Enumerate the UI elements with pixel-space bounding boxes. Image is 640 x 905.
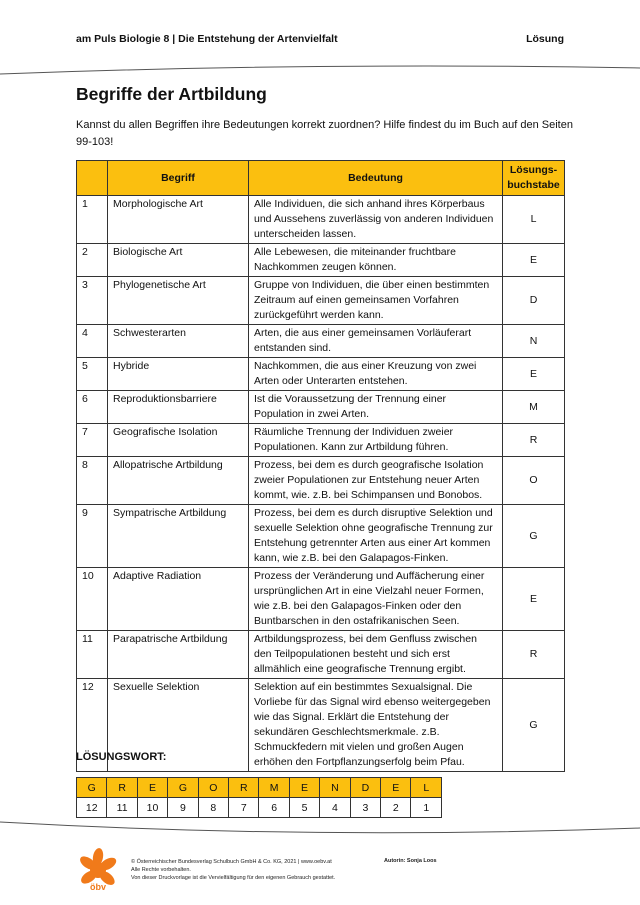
solution-letter-cell: N <box>320 778 350 798</box>
table-row <box>77 631 565 679</box>
row-term: Sympatrische Artbildung <box>108 505 249 568</box>
row-number: 4 <box>77 325 108 358</box>
row-term: Reproduktionsbarriere <box>108 391 249 424</box>
solution-number-cell: 7 <box>229 798 259 818</box>
solution-label: LÖSUNGSWORT: <box>76 751 167 763</box>
solution-letter-cell: G <box>168 778 198 798</box>
row-meaning: Prozess, bei dem es durch geografische Isolation zweier Populationen zur Entstehung neuer Arten kommt, wie. z.B. bei Schimpansen und Bonobos. <box>249 457 503 505</box>
solution-number-cell: 12 <box>77 798 107 818</box>
table-row <box>77 325 565 358</box>
row-term: Hybride <box>108 358 249 391</box>
page-title: Begriffe der Artbildung <box>76 84 267 104</box>
solution-number-cell: 1 <box>411 798 442 818</box>
footer-divider <box>0 818 640 838</box>
solution-number-cell: 11 <box>107 798 137 818</box>
header-num <box>77 161 108 196</box>
solution-letter-cell: E <box>137 778 167 798</box>
table-header-row <box>77 161 565 196</box>
row-term: Allopatrische Artbildung <box>108 457 249 505</box>
row-number: 7 <box>77 424 108 457</box>
row-meaning: Prozess der Veränderung und Auffächerung einer ursprünglichen Art in eine Vielzahl neuer Formen, wie z.B. bei den Galapagos-Finken oder den Buntbarschen in den ostafrikanischen Seen. <box>249 568 503 631</box>
row-letter: G <box>503 505 565 568</box>
row-letter: E <box>503 568 565 631</box>
row-term: Biologische Art <box>108 244 249 277</box>
table-row <box>77 457 565 505</box>
footer-rights: Alle Rechte vorbehalten. <box>131 867 191 873</box>
row-meaning: Artbildungsprozess, bei dem Genfluss zwischen den Teilpopulationen besteht und sich erst allmählich eine geografische Trennung ergibt. <box>249 631 503 679</box>
terms-table <box>76 160 565 772</box>
row-term: Schwesterarten <box>108 325 249 358</box>
footer-legal <box>131 858 335 882</box>
row-term: Geografische Isolation <box>108 424 249 457</box>
row-term: Parapatrische Artbildung <box>108 631 249 679</box>
header-divider <box>0 62 640 76</box>
header-term: Begriff <box>108 161 249 196</box>
row-number: 2 <box>77 244 108 277</box>
row-meaning: Gruppe von Individuen, die über einen bestimmten Zeitraum auf einen gemeinsamen Vorfahren zurückgeführt werden kann. <box>249 277 503 325</box>
row-letter: G <box>503 679 565 772</box>
row-term: Sexuelle Selektion <box>108 679 249 772</box>
solution-letter-cell: R <box>229 778 259 798</box>
row-number: 3 <box>77 277 108 325</box>
row-letter: L <box>503 196 565 244</box>
solution-number-cell: 5 <box>289 798 319 818</box>
row-number: 8 <box>77 457 108 505</box>
solution-word-table <box>76 777 442 818</box>
solution-number-cell: 4 <box>320 798 350 818</box>
solution-letters-row <box>77 778 442 798</box>
row-letter: E <box>503 244 565 277</box>
row-number: 9 <box>77 505 108 568</box>
row-meaning: Räumliche Trennung der Individuen zweier Populationen. Kann zur Artbildung führen. <box>249 424 503 457</box>
solution-letter-cell: R <box>107 778 137 798</box>
solution-numbers-row <box>77 798 442 818</box>
table-row <box>77 505 565 568</box>
solution-letter-cell: E <box>289 778 319 798</box>
table-row <box>77 424 565 457</box>
row-meaning: Selektion auf ein bestimmtes Sexualsignal. Die Vorliebe für das Signal wird ebenso weitergegeben wie das Signal. Erklärt die Entstehung der sekundären Geschlechtsmerkmale. z.B. Schmuckfedern mit vielen und großen Augen erhöhen den Fortpflanzungserfolg beim Pfau. <box>249 679 503 772</box>
row-letter: R <box>503 424 565 457</box>
row-meaning: Arten, die aus einer gemeinsamen Vorläuferart entstanden sind. <box>249 325 503 358</box>
footer-copyright: © Österreichischer Bundesverlag Schulbuch GmbH & Co. KG, 2021 | www.oebv.at <box>131 859 332 865</box>
solution-number-cell: 8 <box>198 798 228 818</box>
header-solution-label: Lösung <box>526 33 564 45</box>
row-term: Adaptive Radiation <box>108 568 249 631</box>
row-meaning: Alle Lebewesen, die miteinander fruchtbare Nachkommen zeugen können. <box>249 244 503 277</box>
row-number: 11 <box>77 631 108 679</box>
solution-letter-cell: E <box>381 778 411 798</box>
header-title: am Puls Biologie 8 | Die Entstehung der Artenvielfalt <box>76 33 338 45</box>
solution-number-cell: 9 <box>168 798 198 818</box>
solution-letter-cell: O <box>198 778 228 798</box>
footer-author: Autorin: Sonja Loos <box>384 858 437 864</box>
header-letter: Lösungs-buchstabe <box>503 161 565 196</box>
footer-note: Von dieser Druckvorlage ist die Vervielfältigung für den eigenen Gebrauch gestattet. <box>131 875 336 881</box>
row-number: 5 <box>77 358 108 391</box>
row-number: 1 <box>77 196 108 244</box>
table-row <box>77 277 565 325</box>
header-meaning: Bedeutung <box>249 161 503 196</box>
row-letter: N <box>503 325 565 358</box>
row-letter: R <box>503 631 565 679</box>
solution-letter-cell: D <box>350 778 380 798</box>
table-row <box>77 244 565 277</box>
table-row <box>77 568 565 631</box>
row-term: Phylogenetische Art <box>108 277 249 325</box>
solution-letter-cell: M <box>259 778 289 798</box>
row-number: 12 <box>77 679 108 772</box>
intro-text: Kannst du allen Begriffen ihre Bedeutungen korrekt zuordnen? Hilfe findest du im Buch auf den Seiten 99-103! <box>76 119 573 148</box>
row-meaning: Nachkommen, die aus einer Kreuzung von zwei Arten oder Unterarten entstehen. <box>249 358 503 391</box>
row-letter: E <box>503 358 565 391</box>
table-row <box>77 358 565 391</box>
solution-number-cell: 6 <box>259 798 289 818</box>
logo-text: öbv <box>89 882 107 892</box>
solution-number-cell: 2 <box>381 798 411 818</box>
row-number: 10 <box>77 568 108 631</box>
solution-number-cell: 10 <box>137 798 167 818</box>
solution-number-cell: 3 <box>350 798 380 818</box>
row-meaning: Ist die Voraussetzung der Trennung einer Population in zwei Arten. <box>249 391 503 424</box>
solution-letter-cell: G <box>77 778 107 798</box>
table-row <box>77 391 565 424</box>
row-letter: M <box>503 391 565 424</box>
row-letter: O <box>503 457 565 505</box>
row-term: Morphologische Art <box>108 196 249 244</box>
row-letter: D <box>503 277 565 325</box>
solution-letter-cell: L <box>411 778 442 798</box>
row-meaning: Alle Individuen, die sich anhand ihres Körperbaus und Aussehens zuverlässig von anderen Individuen unterscheiden lassen. <box>249 196 503 244</box>
row-meaning: Prozess, bei dem es durch disruptive Selektion und sexuelle Selektion ohne geografische Trennung zur Entstehung getrennter Arten aus einer Art kommen kann, wie z.B. bei den Galapagos-Finken. <box>249 505 503 568</box>
oebv-logo <box>78 847 118 893</box>
row-number: 6 <box>77 391 108 424</box>
table-row <box>77 196 565 244</box>
